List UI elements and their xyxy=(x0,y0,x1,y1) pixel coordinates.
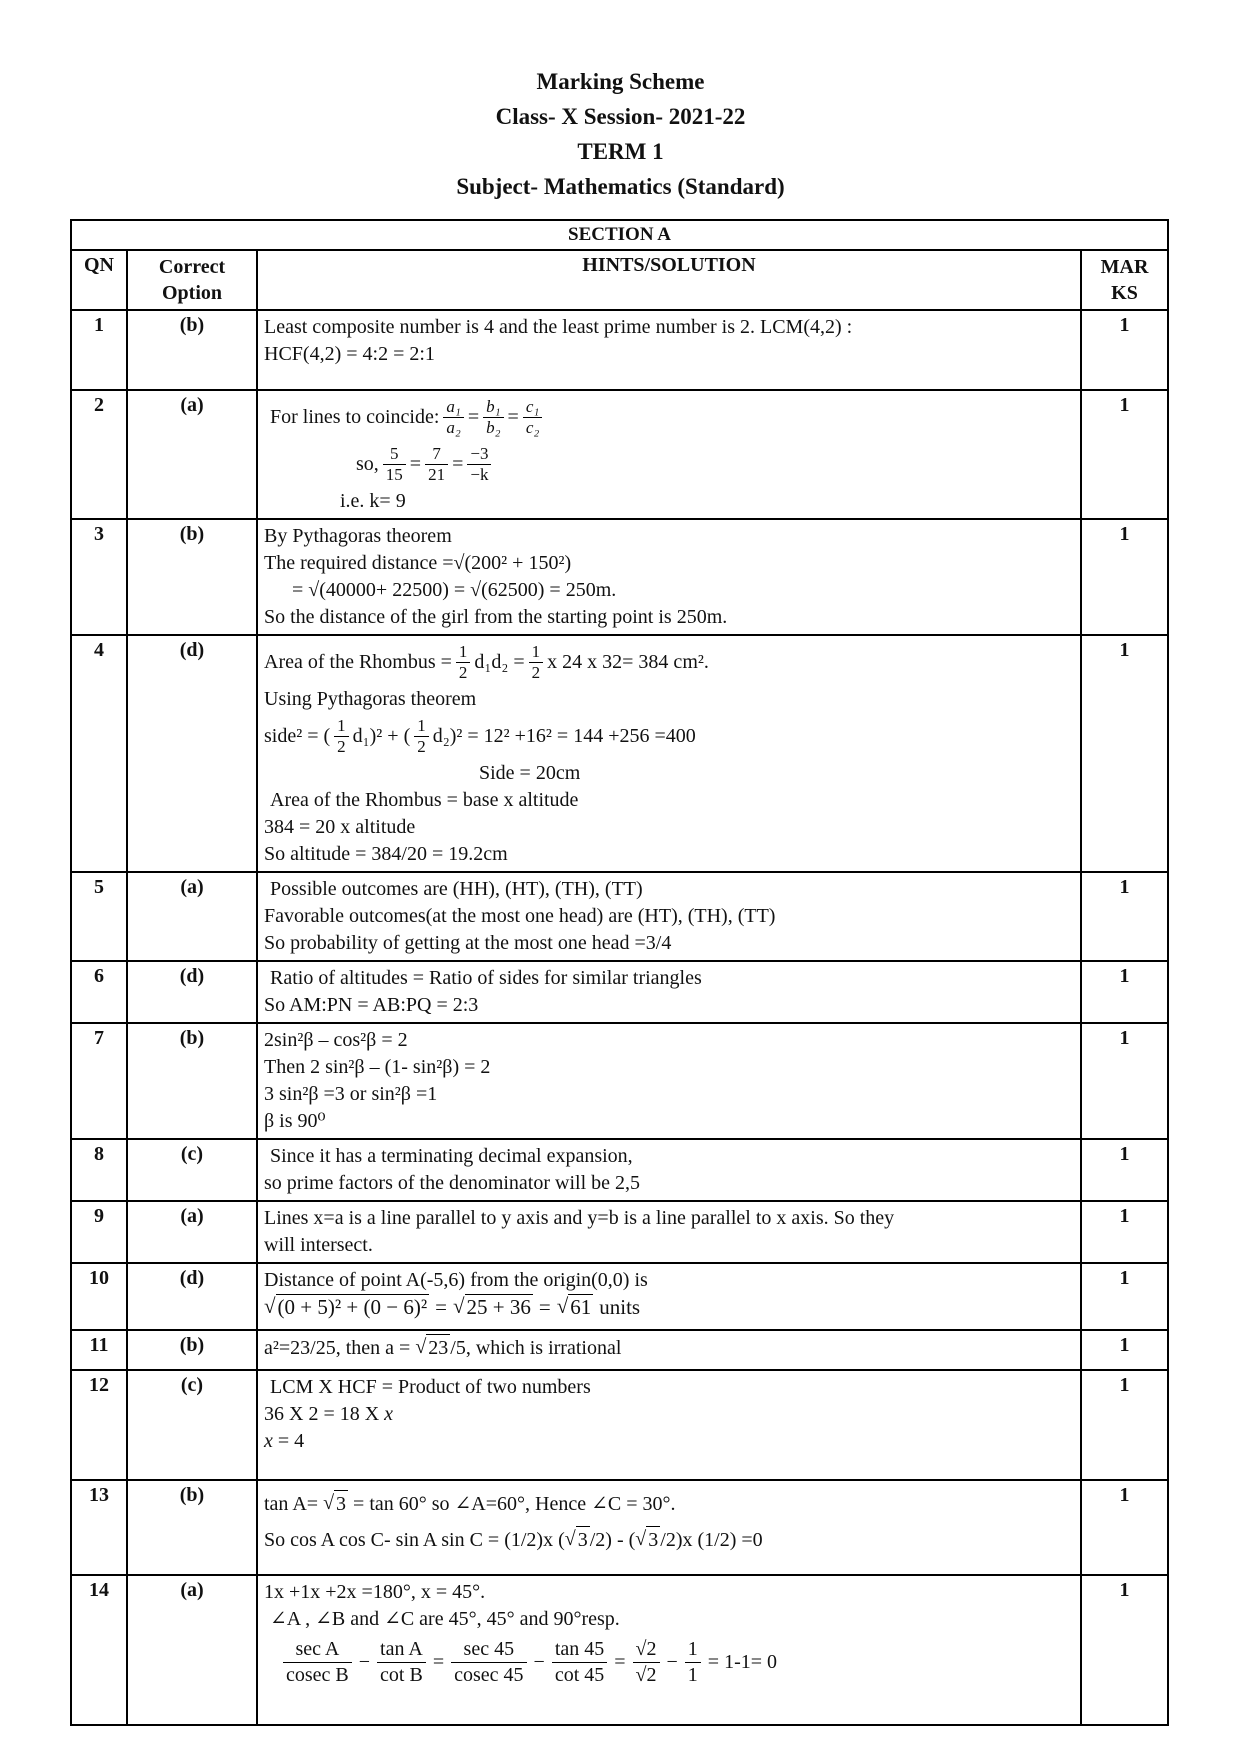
table-row xyxy=(71,1201,1168,1263)
equals-sign: = xyxy=(435,1294,447,1319)
option-cell: (a) xyxy=(127,390,257,519)
option-cell: (a) xyxy=(127,1201,257,1263)
solution-line: The required distance =√(200² + 150²) xyxy=(264,552,572,574)
hints-cell xyxy=(257,961,1081,1023)
solution-line: Area of the Rhombus = base x altitude xyxy=(270,789,579,811)
qn-cell: 3 xyxy=(71,519,127,635)
marks-cell: 1 xyxy=(1081,1139,1168,1201)
radical: √ 3 xyxy=(565,1526,590,1554)
page-subtitle-term: TERM 1 xyxy=(577,139,664,164)
solution-line: So altitude = 384/20 = 19.2cm xyxy=(264,843,508,865)
text-fragment: For lines to coincide: xyxy=(270,406,440,428)
solution-line xyxy=(264,1401,1074,1428)
hints-cell xyxy=(257,635,1081,872)
table-row xyxy=(71,1139,1168,1201)
sqrt-symbol: √ xyxy=(452,1294,465,1318)
table-row xyxy=(71,1575,1168,1725)
marks-cell: 1 xyxy=(1081,390,1168,519)
text-fragment: Area of the Rhombus = xyxy=(264,651,452,673)
solution-line xyxy=(264,713,1074,760)
marks-cell: 1 xyxy=(1081,1370,1168,1480)
radical: √ 23 xyxy=(415,1334,450,1362)
fraction: $\frac{5}{15}$ xyxy=(383,444,406,485)
option-cell: (a) xyxy=(127,1575,257,1725)
text-fragment: tan A= xyxy=(264,1493,319,1515)
solution-line: So probability of getting at the most one head =3/4 xyxy=(264,932,672,954)
fraction xyxy=(633,1637,660,1688)
text-fragment: x xyxy=(264,1430,273,1452)
option-cell: (b) xyxy=(127,1480,257,1575)
hints-cell xyxy=(257,390,1081,519)
minus-sign: − xyxy=(666,1651,678,1673)
hints-cell xyxy=(257,1370,1081,1480)
hints-cell xyxy=(257,1201,1081,1263)
hints-cell xyxy=(257,1023,1081,1139)
solution-line xyxy=(264,1518,1074,1554)
col-header-marks xyxy=(1081,250,1168,310)
fraction: $\frac{\text{tan A}}{\text{cot B}}$ xyxy=(377,1637,426,1688)
solution-line xyxy=(264,1334,1074,1362)
sqrt-symbol: √ xyxy=(635,1664,647,1686)
solution-line xyxy=(264,441,1074,488)
text-fragment: d₂)² = 12² +16² = 144 +256 =400 xyxy=(432,725,696,747)
hints-cell xyxy=(257,519,1081,635)
solution-line: Side = 20cm xyxy=(479,762,581,784)
solution-line: Using Pythagoras theorem xyxy=(264,688,477,710)
solution-line: β is 90⁰ xyxy=(264,1110,326,1132)
document-header xyxy=(0,0,1241,204)
option-cell: (b) xyxy=(127,519,257,635)
hints-cell xyxy=(257,1480,1081,1575)
marks-cell: 1 xyxy=(1081,519,1168,635)
text-fragment: so, xyxy=(356,453,379,475)
solution-line xyxy=(264,639,1074,686)
equals-sign: = xyxy=(507,406,519,428)
option-cell: (d) xyxy=(127,1263,257,1330)
solution-line xyxy=(264,1428,1074,1455)
equals-sign: = xyxy=(409,453,422,475)
fraction: $\frac{\text{c₁}}{\text{c₂}}$ xyxy=(523,397,542,438)
solution-line: Distance of point A(-5,6) from the origin(0,0) is xyxy=(264,1269,648,1291)
radical: √25 + 36 xyxy=(452,1294,531,1319)
text-fragment: d₁)² + ( xyxy=(352,725,411,747)
marks-cell: 1 xyxy=(1081,1023,1168,1139)
table-row xyxy=(71,1480,1168,1575)
fraction: $\frac{1}{1}$ xyxy=(685,1637,701,1688)
marks-cell: 1 xyxy=(1081,872,1168,961)
fraction: $\frac{\text{b₁}}{\text{b₂}}$ xyxy=(483,397,503,438)
col-header-option-line2: Option xyxy=(161,282,223,304)
table-row xyxy=(71,961,1168,1023)
fraction: $\frac{1}{2}$ xyxy=(334,716,349,757)
col-header-hints: HINTS/SOLUTION xyxy=(257,250,1081,310)
text-fragment: d₁d₂ = xyxy=(474,651,525,673)
solution-line: will intersect. xyxy=(264,1234,373,1256)
fraction: $\frac{1}{2}$ xyxy=(414,716,429,757)
table-row xyxy=(71,1370,1168,1480)
radical: √2 xyxy=(633,1637,660,1663)
sqrt-symbol: √ xyxy=(556,1294,569,1318)
solution-line: By Pythagoras theorem xyxy=(264,525,452,547)
text-fragment: /5, which is irrational xyxy=(450,1337,622,1359)
marks-cell: 1 xyxy=(1081,961,1168,1023)
solution-line: so prime factors of the denominator will be 2,5 xyxy=(264,1172,641,1194)
page-subtitle-class: Class- X Session- 2021-22 xyxy=(495,104,746,129)
qn-cell: 6 xyxy=(71,961,127,1023)
marks-cell: 1 xyxy=(1081,1263,1168,1330)
sqrt-symbol: √ xyxy=(415,1336,427,1358)
solution-line: Ratio of altitudes = Ratio of sides for similar triangles xyxy=(270,967,702,989)
fraction: $\frac{\text{sec A}}{\text{cosec B}}$ xyxy=(283,1637,352,1688)
solution-line: So AM:PN = AB:PQ = 2:3 xyxy=(264,994,479,1016)
text-fragment: /2)x (1/2) =0 xyxy=(660,1529,763,1551)
solution-line: LCM X HCF = Product of two numbers xyxy=(270,1376,591,1398)
equals-sign: = xyxy=(467,406,480,428)
fraction: $\frac{1}{2}$ xyxy=(456,642,471,683)
table-row xyxy=(71,1023,1168,1139)
text-fragment: = 1-1= 0 xyxy=(707,1651,778,1673)
column-header-row xyxy=(71,250,1168,310)
text-fragment: side² = ( xyxy=(264,725,331,747)
section-title: SECTION A xyxy=(71,220,1168,250)
option-cell: (d) xyxy=(127,961,257,1023)
qn-cell: 8 xyxy=(71,1139,127,1201)
radical: √(0 + 5)² + (0 − 6)² xyxy=(264,1294,428,1319)
col-header-marks-line2: KS xyxy=(1111,282,1138,304)
text-fragment: a²=23/25, then a = xyxy=(264,1337,411,1359)
option-cell: (b) xyxy=(127,310,257,390)
solution-line: Lines x=a is a line parallel to y axis and y=b is a line parallel to x axis. So they xyxy=(264,1207,895,1229)
hints-cell xyxy=(257,1139,1081,1201)
section-header-row xyxy=(71,220,1168,250)
solution-line: = √(40000+ 22500) = √(62500) = 250m. xyxy=(292,579,617,601)
radical: √2 xyxy=(635,1664,657,1686)
hints-cell xyxy=(257,1263,1081,1330)
marks-cell: 1 xyxy=(1081,1575,1168,1725)
table-row xyxy=(71,390,1168,519)
solution-line: 384 = 20 x altitude xyxy=(264,816,416,838)
qn-cell: 7 xyxy=(71,1023,127,1139)
marks-cell: 1 xyxy=(1081,1201,1168,1263)
marks-cell: 1 xyxy=(1081,635,1168,872)
table-row xyxy=(71,1263,1168,1330)
option-cell: (b) xyxy=(127,1330,257,1370)
fraction: $\frac{1}{2}$ xyxy=(529,642,544,683)
qn-cell: 13 xyxy=(71,1480,127,1575)
sqrt-symbol: √ xyxy=(564,1528,576,1550)
solution-line: So the distance of the girl from the starting point is 250m. xyxy=(264,606,728,628)
equals-sign: = xyxy=(614,1651,626,1673)
text-fragment: So cos A cos C- sin A sin C = (1/2)x ( xyxy=(264,1529,565,1551)
radical: √ 3 xyxy=(323,1490,348,1518)
radical: √ 3 xyxy=(635,1526,660,1554)
solution-line: Possible outcomes are (HH), (HT), (TH), (TT) xyxy=(270,878,643,900)
equals-sign: = xyxy=(452,453,464,475)
qn-cell: 10 xyxy=(71,1263,127,1330)
qn-cell: 14 xyxy=(71,1575,127,1725)
fraction: $\frac{7}{21}$ xyxy=(425,444,448,485)
marks-cell: 1 xyxy=(1081,1330,1168,1370)
text-fragment: x xyxy=(384,1403,394,1425)
option-cell: (c) xyxy=(127,1370,257,1480)
solution-line xyxy=(264,1294,1074,1320)
qn-cell: 1 xyxy=(71,310,127,390)
equals-sign: = xyxy=(538,1294,551,1319)
option-cell: (a) xyxy=(127,872,257,961)
solution-line: HCF(4,2) = 4:2 = 2:1 xyxy=(264,343,435,365)
minus-sign: − xyxy=(533,1651,545,1673)
marking-scheme-table xyxy=(70,219,1169,1726)
table-row xyxy=(71,519,1168,635)
sqrt-symbol: √ xyxy=(635,1638,647,1660)
sqrt-symbol: √ xyxy=(635,1528,647,1550)
hints-cell xyxy=(257,1575,1081,1725)
text-fragment: 36 X 2 = 18 X xyxy=(264,1403,380,1425)
hints-cell xyxy=(257,872,1081,961)
text-fragment: /2) - ( xyxy=(589,1529,636,1551)
table-row xyxy=(71,310,1168,390)
fraction: $\frac{\tan 45}{\cot 45}$ xyxy=(552,1637,607,1688)
page-subtitle-subject: Subject- Mathematics (Standard) xyxy=(456,174,785,199)
text-fragment: x 24 x 32= 384 cm². xyxy=(547,651,709,673)
solution-line: Favorable outcomes(at the most one head) are (HT), (TH), (TT) xyxy=(264,905,776,927)
qn-cell: 12 xyxy=(71,1370,127,1480)
option-cell: (b) xyxy=(127,1023,257,1139)
sqrt-symbol: √ xyxy=(264,1294,276,1318)
solution-line: Then 2 sin²β – (1- sin²β) = 2 xyxy=(264,1056,491,1078)
radical: √61 xyxy=(556,1294,592,1319)
text-fragment: = 4 xyxy=(277,1430,305,1452)
col-header-marks-line1: MAR xyxy=(1100,256,1149,278)
text-fragment: units xyxy=(599,1294,641,1319)
qn-cell: 2 xyxy=(71,390,127,519)
solution-line: ∠A , ∠B and ∠C are 45°, 45° and 90°resp. xyxy=(270,1608,620,1630)
option-cell: (d) xyxy=(127,635,257,872)
page-title: Marking Scheme xyxy=(536,69,705,94)
option-cell: (c) xyxy=(127,1139,257,1201)
table-row xyxy=(71,1330,1168,1370)
solution-line: 1x +1x +2x =180°, x = 45°. xyxy=(264,1581,486,1603)
qn-cell: 9 xyxy=(71,1201,127,1263)
solution-line xyxy=(264,1633,1074,1692)
qn-cell: 5 xyxy=(71,872,127,961)
hints-cell xyxy=(257,310,1081,390)
marks-cell: 1 xyxy=(1081,1480,1168,1575)
fraction: $\frac{\sec 45}{cosec 45}$ xyxy=(451,1637,526,1688)
table-row xyxy=(71,635,1168,872)
solution-line: Least composite number is 4 and the least prime number is 2. LCM(4,2) : xyxy=(264,316,853,338)
table-row xyxy=(71,872,1168,961)
equals-sign: = xyxy=(432,1651,445,1673)
hints-cell xyxy=(257,1330,1081,1370)
qn-cell: 4 xyxy=(71,635,127,872)
marks-cell: 1 xyxy=(1081,310,1168,390)
text-fragment: = tan 60° so ∠A=60°, Hence ∠C = 30°. xyxy=(353,1493,676,1515)
col-header-option xyxy=(127,250,257,310)
qn-cell: 11 xyxy=(71,1330,127,1370)
col-header-qn: QN xyxy=(71,250,127,310)
solution-line: Since it has a terminating decimal expansion, xyxy=(270,1145,633,1167)
solution-line xyxy=(264,394,1074,441)
col-header-option-line1: Correct xyxy=(158,256,226,278)
solution-line: i.e. k= 9 xyxy=(340,490,406,512)
sqrt-symbol: √ xyxy=(323,1492,335,1514)
fraction: $\frac{-3}{-k}$ xyxy=(467,444,491,485)
fraction: $\frac{\text{a₁}}{\text{a₂}}$ xyxy=(443,397,463,438)
solution-line: 3 sin²β =3 or sin²β =1 xyxy=(264,1083,438,1105)
solution-line: 2sin²β – cos²β = 2 xyxy=(264,1029,408,1051)
minus-sign: − xyxy=(358,1651,371,1673)
solution-line xyxy=(264,1484,1074,1518)
